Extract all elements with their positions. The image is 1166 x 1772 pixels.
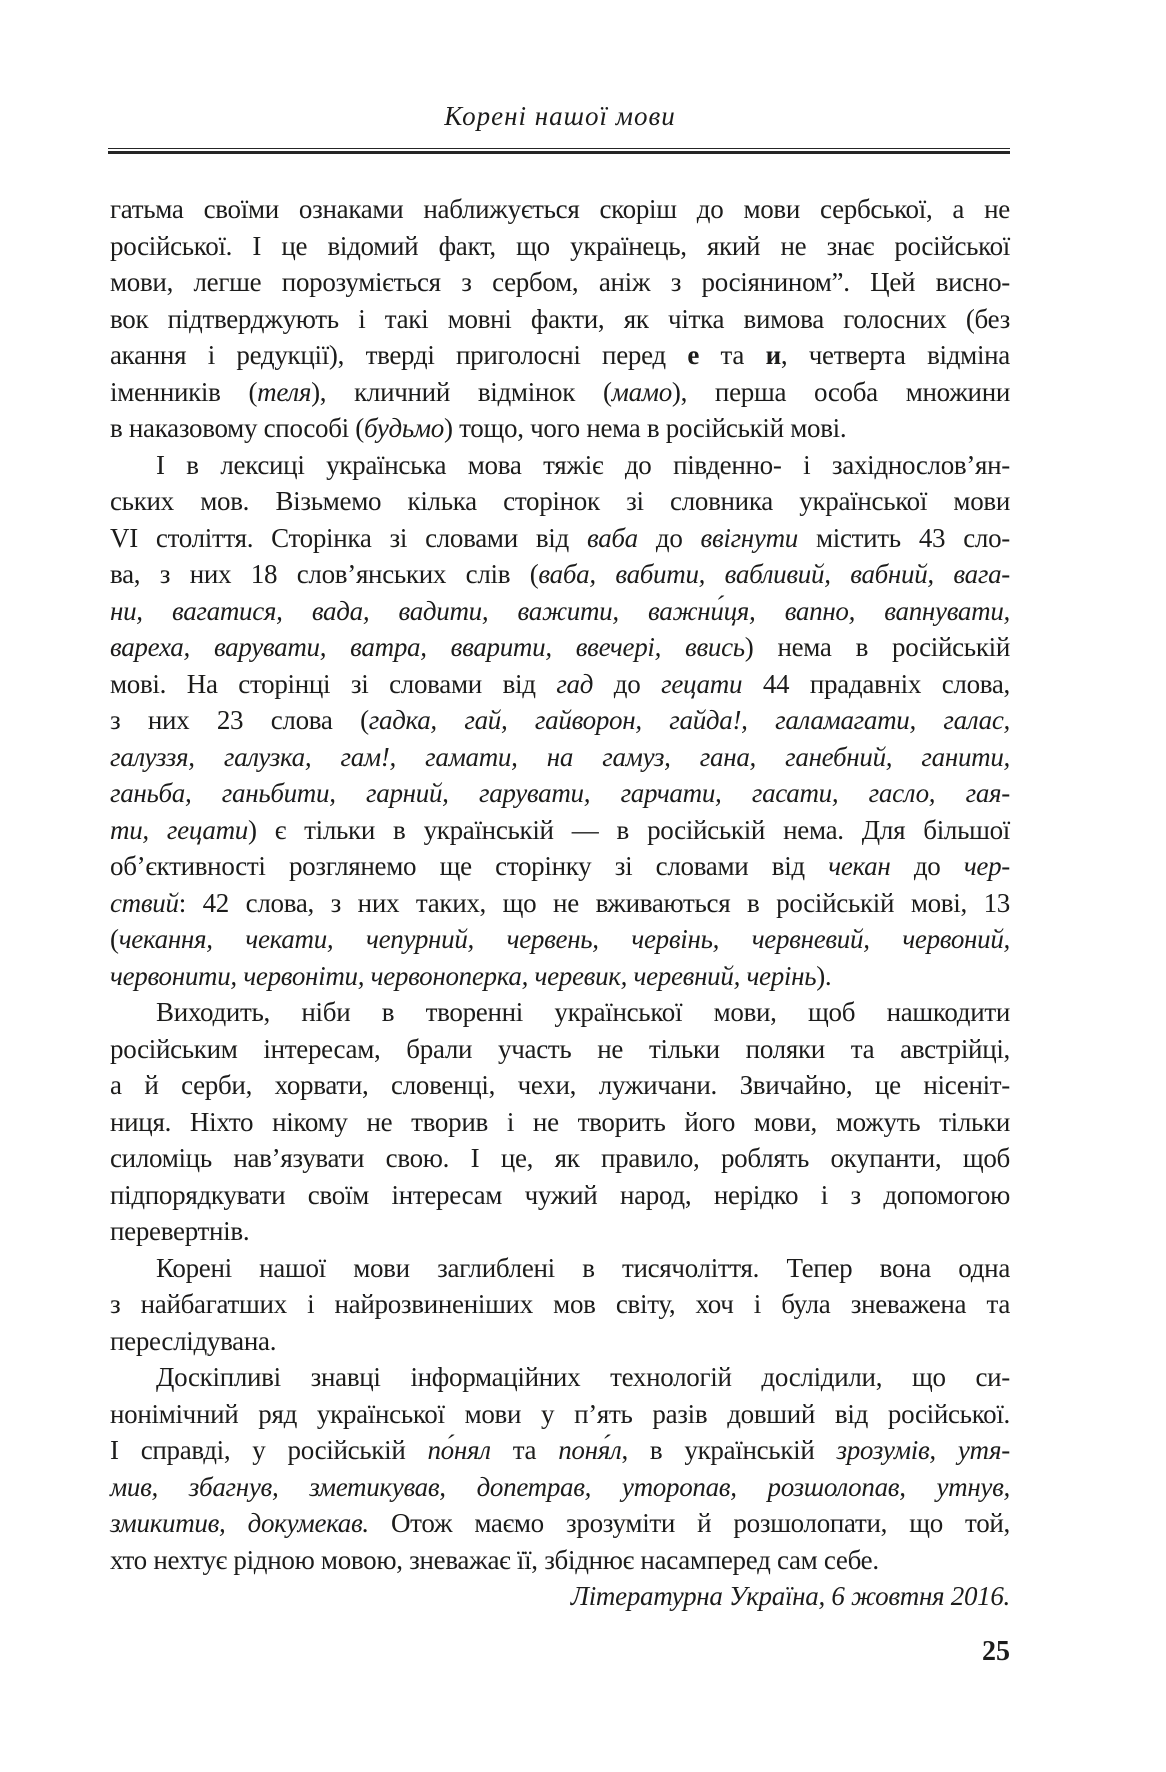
- text-line: [110, 994, 1010, 1031]
- text-line: [110, 812, 1010, 849]
- text-segment: ваба: [586, 522, 638, 553]
- text-segment: по́нял: [427, 1435, 491, 1465]
- text-line: [110, 1140, 1010, 1177]
- text-segment: до: [637, 522, 701, 553]
- text-line: [110, 520, 1010, 557]
- text-line: [110, 775, 1010, 812]
- text-segment: зрозумів, утя-: [836, 1435, 1011, 1465]
- text-segment: вок підтверджують і такі мовні факти, як чітка вимова голосних (без: [110, 303, 1010, 334]
- text-segment: ) тощо, чого нема в російській мові.: [444, 413, 847, 443]
- text-line: [110, 301, 1010, 338]
- text-segment: ).: [816, 960, 832, 991]
- text-segment: ти, гецати: [110, 814, 248, 845]
- text-segment: ), перша особа множини: [671, 376, 1011, 407]
- text-segment: Літературна Україна, 6 жовтня 2016.: [570, 1581, 1010, 1611]
- text-line: [110, 666, 1010, 703]
- text-segment: гатьма своїми ознаками наближується скоріш до мови сербської, а не: [110, 194, 1010, 224]
- text-segment: ввігнути: [700, 522, 798, 553]
- text-segment: червонити, червоніти, червоноперка, черевик, черевний, черінь: [110, 960, 817, 991]
- text-segment: ва, з них 18 слов’янських слів (: [110, 559, 539, 589]
- text-line: [110, 337, 1010, 374]
- text-line: [110, 1067, 1010, 1104]
- text-segment: ) є тільки в українській — в російській нема. Для більшої: [247, 814, 1010, 845]
- text-line: [110, 1250, 1010, 1287]
- text-line: [110, 556, 1010, 593]
- text-segment: з найбагатших і найрозвиненіших мов світу, хоч і була зневажена та: [110, 1289, 1010, 1319]
- text-segment: ), кличний відмінок (: [311, 376, 612, 407]
- text-segment: російської. І це відомий факт, що українець, який не знає російської: [110, 230, 1010, 261]
- text-segment: (: [110, 924, 119, 954]
- text-segment: нонімічний ряд української мови у п’ять разів довший від російської.: [110, 1398, 1010, 1429]
- text-line: [110, 1396, 1010, 1433]
- text-segment: І в лексиці українська мова тяжіє до південно- і західнослов’ян-: [156, 449, 1010, 480]
- text-segment: мови, легше порозуміється з сербом, аніж з росіянином”. Цей висно-: [110, 267, 1010, 297]
- text-line: [110, 1323, 1010, 1360]
- text-segment: об’єктивності розглянемо ще сторінку зі словами від: [110, 851, 829, 881]
- text-segment: мив, збагнув, зметикував, допетрав, уторопав, розшолопав, утнув,: [110, 1471, 1010, 1502]
- text-segment: , четверта відміна: [780, 340, 1010, 370]
- text-line: [110, 374, 1010, 411]
- article-body: [110, 191, 1010, 1615]
- text-segment: до: [890, 851, 964, 881]
- text-segment: а й серби, хорвати, словенці, чехи, лужичани. Звичайно, це нісеніт-: [110, 1070, 1010, 1100]
- text-segment: , в українській: [621, 1435, 837, 1465]
- text-segment: підпорядкувати своїм інтересам чужий народ, нерідко і з допомогою: [110, 1179, 1010, 1210]
- text-segment: гад: [556, 668, 594, 699]
- text-segment: будьмо: [364, 413, 445, 443]
- text-line: [110, 1286, 1010, 1323]
- text-segment: ських мов. Візьмемо кілька сторінок зі словника української мови: [110, 486, 1010, 516]
- text-line: [110, 483, 1010, 520]
- text-line: [110, 921, 1010, 958]
- text-line: [110, 1213, 1010, 1250]
- text-segment: галуззя, галузка, гам!, гамати, на гамуз, гана, ганебний, ганити,: [110, 741, 1010, 772]
- text-line: [110, 1469, 1010, 1506]
- text-line: [110, 958, 1010, 995]
- text-segment: іменників (: [110, 376, 258, 407]
- text-line: [110, 1104, 1010, 1141]
- text-line: [110, 1505, 1010, 1542]
- page-number: 25: [982, 1636, 1010, 1667]
- text-segment: та: [490, 1435, 559, 1465]
- text-line: [110, 739, 1010, 776]
- text-segment: І справді, у російській: [110, 1435, 428, 1465]
- text-line: [110, 191, 1010, 228]
- text-segment: 44 прадавніх слова,: [742, 668, 1010, 699]
- text-segment: теля: [257, 376, 312, 407]
- text-line: [110, 447, 1010, 484]
- text-segment: ниця. Ніхто нікому не творив і не творить його мови, можуть тільки: [110, 1106, 1010, 1137]
- text-segment: чер-: [963, 851, 1010, 881]
- text-line: [110, 1432, 1010, 1469]
- text-segment: гецати: [661, 668, 743, 699]
- text-line: [110, 1359, 1010, 1396]
- text-segment: російським інтересам, брали участь не тільки поляки та австрійці,: [110, 1033, 1010, 1064]
- text-line: [110, 1578, 1010, 1615]
- text-segment: гадка, гай, гайворон, гайда!, галамагати, галас,: [368, 705, 1011, 735]
- text-line: [110, 848, 1010, 885]
- header-rule: [108, 148, 1010, 154]
- text-line: [110, 702, 1010, 739]
- text-line: [110, 228, 1010, 265]
- text-segment: з них 23 слова (: [110, 705, 369, 735]
- text-segment: містить 43 сло-: [797, 522, 1010, 553]
- text-line: [110, 593, 1010, 630]
- text-segment: : 42 слова, з них таких, що не вживаються в російській мові, 13: [178, 887, 1010, 918]
- text-segment: та: [699, 340, 766, 370]
- text-line: [110, 264, 1010, 301]
- text-segment: Доскіпливі знавці інформаційних технологій дослідили, що си-: [156, 1362, 1010, 1392]
- text-segment: ваба, вабити, вабливий, вабний, вага-: [538, 559, 1010, 589]
- text-segment: поня́л: [558, 1435, 622, 1465]
- text-line: [110, 410, 1010, 447]
- text-segment: мові. На сторінці зі словами від: [110, 668, 557, 699]
- text-segment: Корені нашої мови заглиблені в тисячоліття. Тепер вона одна: [156, 1252, 1010, 1283]
- text-segment: VI століття. Сторінка зі словами від: [110, 522, 587, 553]
- text-segment: в наказовому способі (: [110, 413, 364, 443]
- text-line: [110, 1031, 1010, 1068]
- text-segment: чекан: [828, 851, 891, 881]
- text-line: [110, 629, 1010, 666]
- text-segment: ствий: [110, 887, 179, 918]
- text-segment: Виходить, ніби в творенні української мови, щоб нашкодити: [156, 997, 1010, 1027]
- running-head: Корені нашої мови: [444, 101, 676, 131]
- text-segment: переслідувана.: [110, 1325, 277, 1356]
- text-segment: акання і редукції), тверді приголосні перед: [110, 340, 688, 370]
- text-segment: чекання, чекати, чепурний, червень, червінь, червневий, червоний,: [118, 924, 1010, 954]
- text-segment: ни, вагатися, вада, вадити, важити, важни́ця, вапно, вапнувати,: [110, 595, 1010, 626]
- text-segment: Отож маємо зрозуміти й розшолопати, що той,: [368, 1508, 1011, 1538]
- text-line: [110, 1542, 1010, 1579]
- text-segment: ) нема в російській: [744, 632, 1010, 662]
- text-line: [110, 1177, 1010, 1214]
- text-segment: е: [687, 340, 700, 370]
- text-segment: вареха, варувати, ватра, вварити, ввечері, ввись: [110, 632, 745, 662]
- text-segment: и: [765, 340, 781, 370]
- text-segment: ганьба, ганьбити, гарний, гарувати, гарчати, гасати, гасло, гая-: [110, 778, 1010, 808]
- text-segment: до: [593, 668, 662, 699]
- text-segment: силоміць нав’язувати свою. І це, як правило, роблять окупанти, щоб: [110, 1143, 1010, 1173]
- text-segment: хто нехтує рідною мовою, зневажає її, збіднює насамперед сам себе.: [110, 1544, 879, 1575]
- text-segment: змикитив, докумекав.: [110, 1508, 369, 1538]
- text-segment: перевертнів.: [110, 1216, 250, 1246]
- text-segment: мамо: [611, 376, 672, 407]
- text-line: [110, 885, 1010, 922]
